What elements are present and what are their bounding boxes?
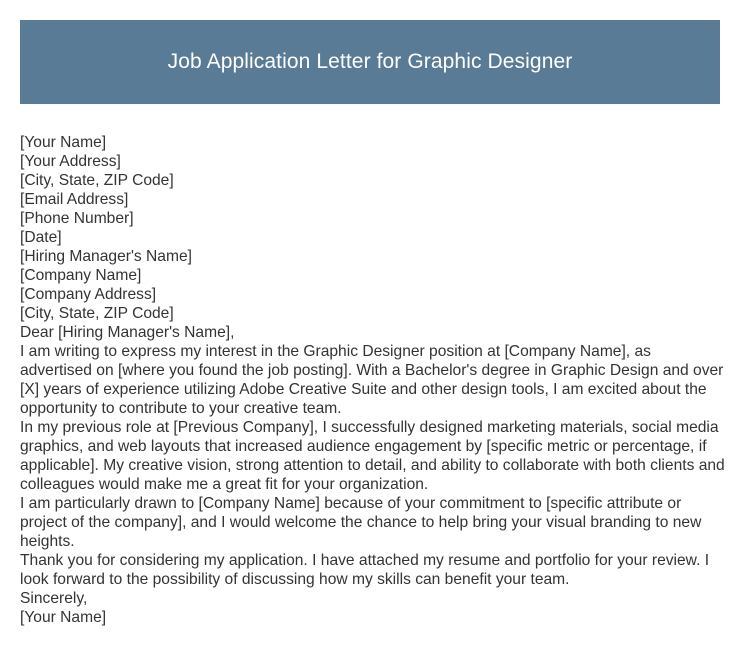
- paragraph-intro: I am writing to express my interest in the Graphic Designer position at [Company Name], as advertised on [where you found the job posting]. With a Bachelor's degree in Graphic Design and over [X] years of experience utilizing Adobe Creative Suite and other design tools, I am excited about the opportunity to contribute to your creative team.: [20, 343, 724, 417]
- closing: Sincerely,: [20, 590, 88, 607]
- sender-email: [Email Address]: [20, 191, 129, 208]
- recipient-company: [Company Name]: [20, 267, 142, 284]
- sender-city-state-zip: [City, State, ZIP Code]: [20, 172, 174, 189]
- recipient-address: [Company Address]: [20, 286, 157, 303]
- recipient-city-state-zip: [City, State, ZIP Code]: [20, 305, 174, 322]
- paragraph-experience: In my previous role at [Previous Company], I successfully designed marketing materials, social media graphics, and web layouts that increased audience engagement by [specific metric or percentage, if applicable]. My creative vision, strong attention to detail, and ability to collaborate with both clients and colleagues would make me a great fit for your organization.: [20, 419, 725, 493]
- sender-name: [Your Name]: [20, 134, 107, 151]
- page-title: Job Application Letter for Graphic Designer: [167, 50, 573, 73]
- sender-phone: [Phone Number]: [20, 210, 134, 227]
- salutation: Dear [Hiring Manager's Name],: [20, 324, 235, 341]
- paragraph-closing: Thank you for considering my application. I have attached my resume and portfolio for your review. I look forward to the possibility of discussing how my skills can benefit your team.: [20, 552, 710, 588]
- sender-address: [Your Address]: [20, 153, 121, 170]
- header-banner: [20, 20, 720, 104]
- signature: [Your Name]: [20, 609, 107, 626]
- recipient-name: [Hiring Manager's Name]: [20, 248, 192, 265]
- paragraph-company-interest: I am particularly drawn to [Company Name] because of your commitment to [specific attribute or project of the company], and I would welcome the chance to help bring your visual branding to new heights.: [20, 495, 702, 550]
- letter-date: [Date]: [20, 229, 62, 246]
- letter-body: [20, 133, 725, 627]
